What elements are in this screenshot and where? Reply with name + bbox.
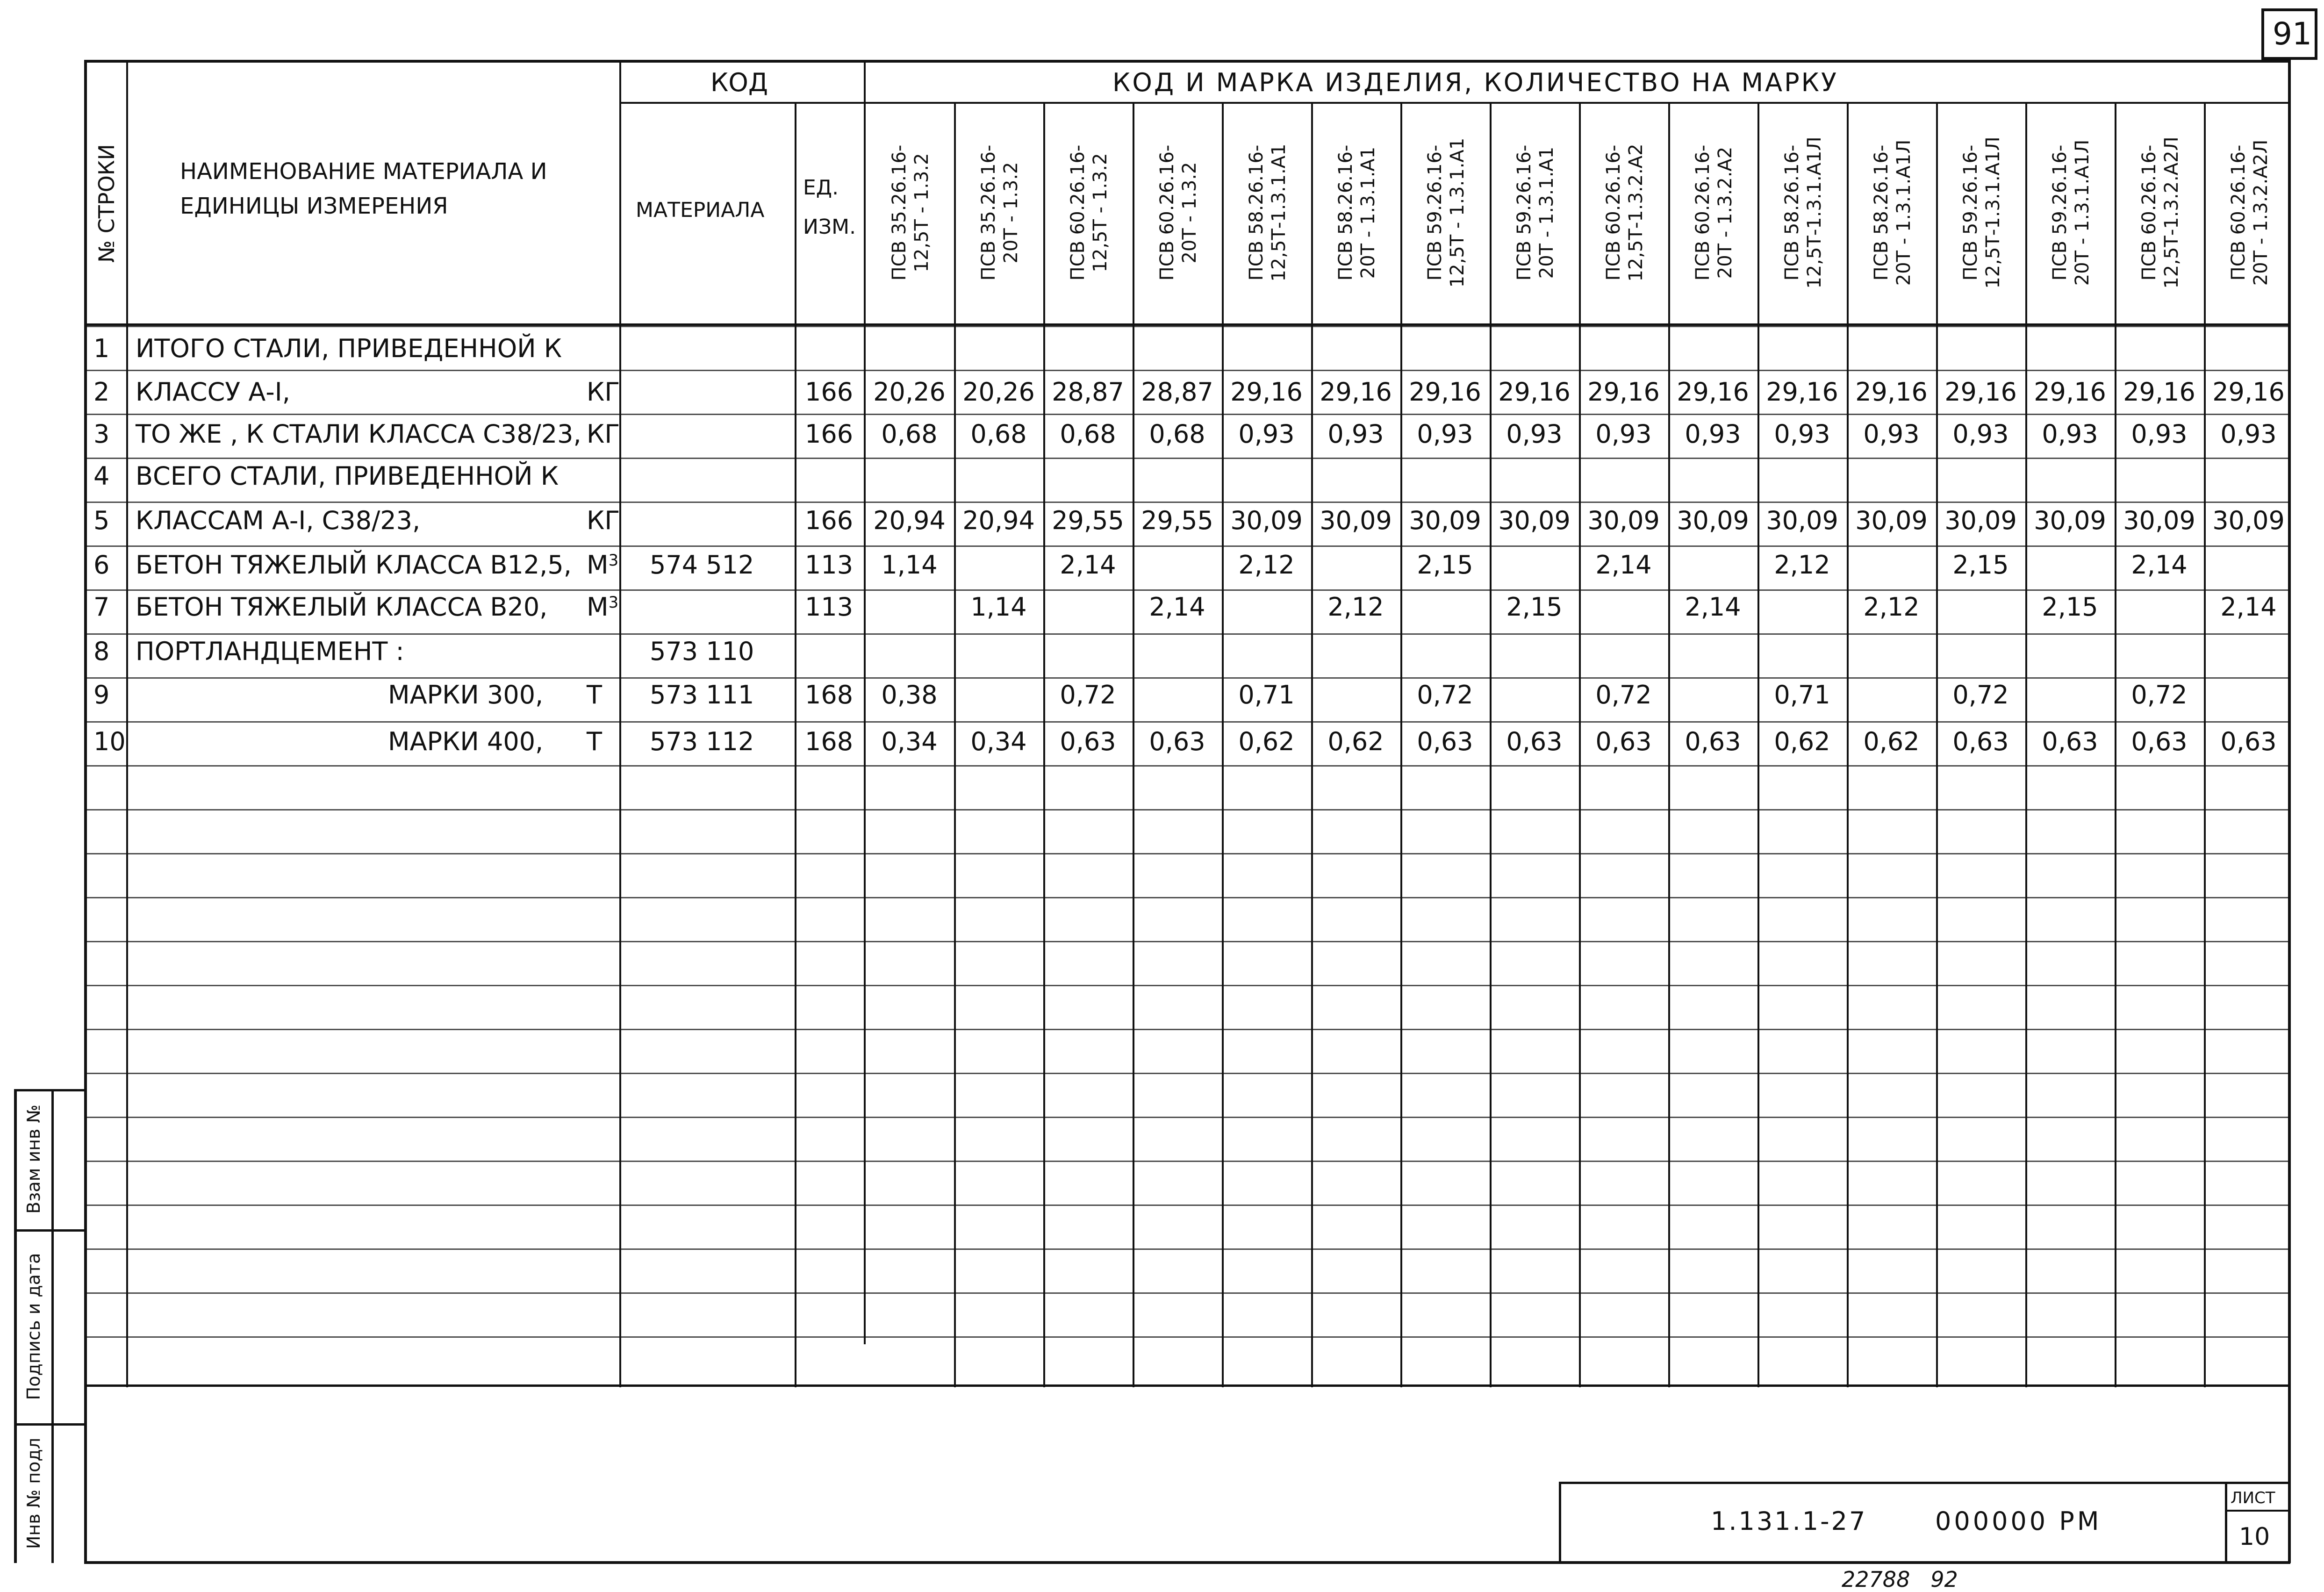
mark-header-label: ПСВ 60.26.16- [1602, 144, 1624, 281]
row-number: 2 [93, 377, 110, 407]
row-value: 0,63 [2042, 727, 2098, 756]
row-value: 30,09 [1409, 506, 1481, 535]
row-unit-code: 168 [805, 680, 854, 710]
row-value: 2,12 [1238, 550, 1295, 580]
row-value: 0,93 [1774, 419, 1830, 449]
row-value: 0,63 [1685, 727, 1741, 756]
mark-header-label: ПСВ 60.26.16- [1067, 144, 1089, 281]
mark-header-label: 20Т - 1.3.1.А1 [1535, 146, 1557, 279]
row-name: ПОРТЛАНДЦЕМЕНТ : [136, 637, 404, 666]
row-name: ТО ЖЕ , К СТАЛИ КЛАССА С38/23, [136, 419, 581, 449]
row-value: 29,16 [1409, 377, 1481, 407]
row-value: 0,62 [1774, 727, 1830, 756]
mark-header-label: ПСВ 59.26.16- [1513, 144, 1535, 281]
row-unit: $М^3$ [587, 592, 619, 622]
row-value: 30,09 [2034, 506, 2106, 535]
header-name: НАИМЕНОВАНИЕ МАТЕРИАЛА И ЕДИНИЦЫ ИЗМЕРЕНИЯ [180, 158, 547, 220]
row-unit-code: 113 [805, 550, 854, 580]
row-name: ВСЕГО СТАЛИ, ПРИВЕДЕННОЙ К [136, 461, 559, 491]
row-value: 0,72 [1060, 680, 1116, 710]
row-value: 0,72 [1595, 680, 1652, 710]
row-value: 2,14 [1685, 592, 1741, 622]
row-value: 0,71 [1238, 680, 1295, 710]
row-name: КЛАССАМ А-I, С38/23, [136, 506, 421, 535]
row-value: 20,94 [962, 506, 1035, 535]
mark-header-label: ПСВ 59.26.16- [2049, 144, 2071, 281]
mark-header-label: 20Т - 1.3.2 [1178, 162, 1200, 264]
stamp-sheet-label: ЛИСТ [2231, 1489, 2275, 1507]
row-value: 30,09 [1230, 506, 1303, 535]
stamp-sheet-number: 10 [2239, 1523, 2270, 1551]
row-value: 0,68 [970, 419, 1027, 449]
row-name: КЛАССУ А-I, [136, 377, 290, 407]
row-value: 30,09 [1944, 506, 2017, 535]
row-number: 1 [93, 334, 110, 363]
mark-header-label: 12,5Т-1.3.1.А1 [1268, 143, 1290, 282]
footer-note: 22788 92 [1842, 1567, 1958, 1592]
row-value: 0,93 [1238, 419, 1295, 449]
row-value: 29,55 [1052, 506, 1124, 535]
row-value: 2,15 [2042, 592, 2098, 622]
row-value: 29,16 [1944, 377, 2017, 407]
mark-header-label: ПСВ 58.26.16- [1245, 144, 1267, 281]
row-value: 30,09 [1766, 506, 1838, 535]
row-value: 29,16 [1320, 377, 1392, 407]
header-material: МАТЕРИАЛА [636, 198, 765, 222]
row-value: 0,38 [881, 680, 938, 710]
row-value: 1,14 [970, 592, 1027, 622]
row-value: 2,15 [1417, 550, 1473, 580]
row-value: 0,34 [970, 727, 1027, 756]
row-value: 0,34 [881, 727, 938, 756]
row-name: МАРКИ 300, [388, 680, 544, 710]
page-number: 91 [2273, 16, 2312, 52]
mark-header-label: 12,5Т - 1.3.1.А1 [1446, 137, 1468, 288]
row-value: 2,14 [1060, 550, 1116, 580]
side-stamp-inv: Взам инв № [23, 1104, 44, 1214]
row-unit-code: 166 [805, 419, 854, 449]
row-value: 0,72 [2131, 680, 2188, 710]
row-value: 2,14 [2131, 550, 2188, 580]
row-value: 0,93 [1327, 419, 1384, 449]
row-value: 0,63 [1060, 727, 1116, 756]
header-code-group: КОД [710, 68, 768, 97]
row-number: 3 [93, 419, 110, 449]
row-value: 0,93 [1506, 419, 1563, 449]
row-value: 2,12 [1774, 550, 1830, 580]
row-value: 20,94 [873, 506, 946, 535]
row-unit: КГ [587, 506, 620, 535]
row-value: 0,72 [1952, 680, 2009, 710]
row-value: 0,63 [1952, 727, 2009, 756]
row-value: 0,63 [1417, 727, 1473, 756]
row-value: 2,14 [1149, 592, 1205, 622]
row-number: 5 [93, 506, 110, 535]
row-number: 4 [93, 461, 110, 491]
side-stamp-podl: Инв № подл [23, 1437, 44, 1549]
mark-header-label: ПСВ 58.26.16- [1781, 144, 1803, 281]
row-material-code: 573 112 [650, 727, 754, 756]
row-value: 20,26 [962, 377, 1035, 407]
row-value: 0,93 [1952, 419, 2009, 449]
row-value: 0,63 [2131, 727, 2188, 756]
stamp-doc: 000000 РМ [1935, 1506, 2102, 1536]
mark-header-label: ПСВ 35.26.16- [977, 144, 999, 281]
mark-header-label: ПСВ 60.26.16- [1692, 144, 1714, 281]
row-value: 28,87 [1052, 377, 1124, 407]
row-value: 2,12 [1327, 592, 1384, 622]
row-name: ИТОГО СТАЛИ, ПРИВЕДЕННОЙ К [136, 334, 562, 363]
row-value: 0,68 [1060, 419, 1116, 449]
row-unit: $М^3$ [587, 550, 619, 580]
mark-header-label: ПСВ 35.26.16- [888, 144, 910, 281]
mark-header-label: 20Т - 1.3.2.А2Л [2250, 139, 2272, 286]
mark-header-label: 20Т - 1.3.1.А1Л [1893, 139, 1915, 286]
row-value: 28,87 [1141, 377, 1213, 407]
row-value: 0,63 [2220, 727, 2277, 756]
row-value: 2,15 [1506, 592, 1563, 622]
row-value: 29,16 [2212, 377, 2285, 407]
row-value: 29,55 [1141, 506, 1213, 535]
row-value: 0,62 [1238, 727, 1295, 756]
mark-header-label: 12,5Т-1.3.2.А2 [1625, 143, 1647, 282]
header-unit: ЕД. ИЗМ. [803, 176, 856, 239]
row-value: 30,09 [1320, 506, 1392, 535]
row-unit-code: 166 [805, 377, 854, 407]
row-value: 30,09 [1587, 506, 1660, 535]
row-number: 7 [93, 592, 110, 622]
row-unit: Т [587, 680, 602, 710]
row-material-code: 573 110 [650, 637, 754, 666]
mark-header-label: 20Т - 1.3.1.А1Л [2071, 139, 2093, 286]
header-row-no: № СТРОКИ [94, 144, 119, 263]
row-value: 29,16 [1677, 377, 1749, 407]
mark-header-label: 20Т - 1.3.1.А1 [1357, 146, 1379, 279]
row-value: 0,93 [1685, 419, 1741, 449]
row-value: 30,09 [2123, 506, 2195, 535]
row-value: 30,09 [1677, 506, 1749, 535]
row-value: 0,93 [2042, 419, 2098, 449]
row-number: 8 [93, 637, 110, 666]
row-value: 29,16 [2123, 377, 2195, 407]
row-unit: КГ [587, 377, 620, 407]
row-value: 0,72 [1417, 680, 1473, 710]
row-material-code: 574 512 [650, 550, 754, 580]
row-value: 1,14 [881, 550, 938, 580]
row-value: 0,68 [881, 419, 938, 449]
mark-header-label: ПСВ 60.26.16- [2138, 144, 2160, 281]
row-value: 29,16 [1587, 377, 1660, 407]
mark-header-label: 12,5Т-1.3.1.А1Л [1803, 136, 1825, 289]
row-value: 0,63 [1149, 727, 1205, 756]
row-number: 10 [93, 727, 126, 756]
row-value: 2,15 [1952, 550, 2009, 580]
row-value: 0,62 [1863, 727, 1920, 756]
row-unit-superscript: 3 [608, 593, 619, 612]
row-unit-superscript: 3 [608, 551, 619, 570]
mark-header-label: ПСВ 59.26.16- [1424, 144, 1446, 281]
mark-header-label: 12,5Т - 1.3.2 [911, 153, 932, 273]
row-value: 29,16 [1230, 377, 1303, 407]
row-number: 6 [93, 550, 110, 580]
row-value: 0,93 [2220, 419, 2277, 449]
side-stamp-sign: Подпись и дата [23, 1253, 44, 1400]
row-value: 2,12 [1863, 592, 1920, 622]
row-material-code: 573 111 [650, 680, 754, 710]
row-value: 0,93 [2131, 419, 2188, 449]
row-value: 29,16 [1766, 377, 1838, 407]
mark-header-label: 12,5Т-1.3.1.А1Л [1982, 136, 2004, 289]
row-value: 0,71 [1774, 680, 1830, 710]
mark-header-label: 20Т - 1.3.2 [1000, 162, 1022, 264]
mark-header-label: ПСВ 58.26.16- [1334, 144, 1356, 281]
mark-header-label: ПСВ 60.26.16- [2227, 144, 2249, 281]
row-unit-code: 166 [805, 506, 854, 535]
row-value: 30,09 [1498, 506, 1571, 535]
row-value: 30,09 [1855, 506, 1928, 535]
row-value: 0,62 [1327, 727, 1384, 756]
row-unit: КГ [587, 419, 620, 449]
mark-header-label: ПСВ 60.26.16- [1156, 144, 1178, 281]
mark-header-label: 20Т - 1.3.2.А2 [1714, 146, 1736, 279]
mark-header-label: ПСВ 59.26.16- [1959, 144, 1981, 281]
row-name: МАРКИ 400, [388, 727, 544, 756]
mark-header-label: 12,5Т-1.3.2.А2Л [2160, 136, 2182, 289]
row-value: 0,63 [1506, 727, 1563, 756]
row-value: 29,16 [1855, 377, 1928, 407]
row-value: 29,16 [2034, 377, 2106, 407]
mark-header-label: 12,5Т - 1.3.2 [1089, 153, 1111, 273]
row-value: 0,93 [1863, 419, 1920, 449]
row-value: 30,09 [2212, 506, 2285, 535]
row-unit-code: 113 [805, 592, 854, 622]
header-marks-group: КОД И МАРКА ИЗДЕЛИЯ, КОЛИЧЕСТВО НА МАРКУ [1112, 68, 1838, 97]
row-value: 0,68 [1149, 419, 1205, 449]
mark-header-label: ПСВ 58.26.16- [1870, 144, 1892, 281]
row-value: 20,26 [873, 377, 946, 407]
row-value: 0,93 [1595, 419, 1652, 449]
row-value: 2,14 [2220, 592, 2277, 622]
row-unit: Т [587, 727, 602, 756]
row-value: 0,93 [1417, 419, 1473, 449]
row-name: БЕТОН ТЯЖЕЛЫЙ КЛАССА В20, [136, 592, 548, 622]
row-unit-code: 168 [805, 727, 854, 756]
row-name: БЕТОН ТЯЖЕЛЫЙ КЛАССА В12,5, [136, 550, 572, 580]
row-value: 2,14 [1595, 550, 1652, 580]
row-number: 9 [93, 680, 110, 710]
row-value: 29,16 [1498, 377, 1571, 407]
row-value: 0,63 [1595, 727, 1652, 756]
stamp-code: 1.131.1-27 [1711, 1506, 1867, 1536]
